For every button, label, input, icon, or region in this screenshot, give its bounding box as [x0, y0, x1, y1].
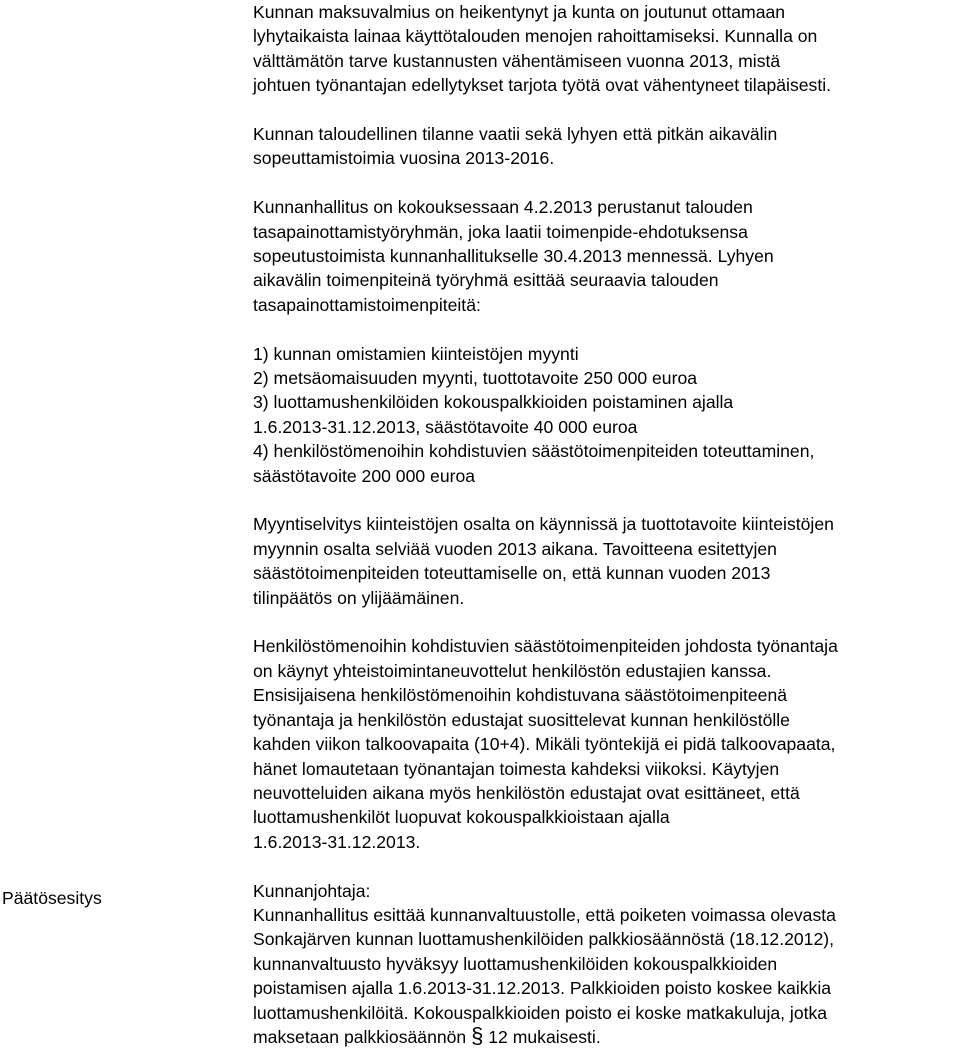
list-item: 3) luottamushenkilöiden kokouspalkkioiden poistaminen ajalla — [253, 392, 734, 413]
decision-author: Kunnanjohtaja: — [253, 880, 371, 901]
text-line: on käynyt yhteistoimintaneuvottelut henkilöstön edustajien kanssa. — [253, 660, 772, 681]
text-line: säästötoimenpiteiden toteuttamiselle on, että kunnan vuoden 2013 — [253, 563, 771, 584]
text-line: kahden viikon talkoovapaita (10+4). Mikäli työntekijä ei pidä talkoovapaata, — [253, 734, 836, 755]
decision-side-label: Päätösesitys — [2, 888, 102, 908]
text-line: poistamisen ajalla 1.6.2013-31.12.2013. Palkkioiden poisto koskee kaikkia — [253, 978, 832, 999]
text-line: Kunnan maksuvalmius on heikentynyt ja kunta on joutunut ottamaan — [253, 2, 786, 22]
text-line: työnantaja ja henkilöstön edustajat suosittelevat kunnan henkilöstölle — [253, 709, 790, 730]
text-line: myynnin osalta selviää vuoden 2013 aikana. Tavoitteena esitettyjen — [253, 538, 777, 559]
list-item: 1.6.2013-31.12.2013, säästötavoite 40 000 euroa — [253, 416, 638, 437]
paragraph-financial-situation — [253, 122, 953, 171]
text-line: sopeutustoimista kunnanhallitukselle 30.4.2013 mennessä. Lyhyen — [253, 246, 774, 267]
text-line: neuvotteluiden aikana myös henkilöstön edustajat ovat esittäneet, että — [253, 782, 800, 803]
list-item: säästötavoite 200 000 euroa — [253, 465, 476, 486]
paragraph-sales-survey — [253, 512, 953, 610]
text-line: Kunnanhallitus esittää kunnanvaltuustolle, että poiketen voimassa olevasta — [253, 904, 836, 925]
text-line: sopeuttamistoimia vuosina 2013-2016. — [253, 148, 555, 169]
paragraph-working-group — [253, 195, 953, 317]
text-line: kunnanvaltuusto hyväksyy luottamushenkilöiden kokouspalkkioiden — [253, 953, 778, 974]
text-line: Myyntiselvitys kiinteistöjen osalta on käynnissä ja tuottotavoite kiinteistöjen — [253, 514, 834, 535]
text-line: Kunnanhallitus on kokouksessaan 4.2.2013 perustanut talouden — [253, 197, 753, 218]
text-fragment: 12 mukaisesti. — [488, 1026, 601, 1047]
text-line: tasapainottamistoimenpiteitä: — [253, 294, 481, 315]
text-line: Ensisijaisena henkilöstömenoihin kohdistuvana säästötoimenpiteenä — [253, 685, 788, 706]
text-line: tasapainottamistyöryhmän, joka laatii toimenpide-ehdotuksensa — [253, 221, 748, 242]
list-item: 1) kunnan omistamien kiinteistöjen myynti — [253, 343, 579, 364]
paragraph-liquidity — [253, 0, 953, 98]
text-line: Sonkajärven kunnan luottamushenkilöiden palkkiosäännöstä (18.12.2012), — [253, 929, 834, 950]
text-line: aikavälin toimenpiteinä työryhmä esittää seuraavia talouden — [253, 270, 719, 291]
text-line: välttämätön tarve kustannusten vähentämiseen vuonna 2013, mistä — [253, 50, 781, 71]
measures-list — [253, 342, 953, 488]
text-line: lyhytaikaista lainaa käyttötalouden menojen rahoittamiseksi. Kunnalla on — [253, 26, 818, 47]
text-line: 1.6.2013-31.12.2013. — [253, 831, 421, 852]
document-body — [253, 0, 953, 1049]
paragraph-personnel-savings — [253, 634, 953, 854]
text-line: johtuen työnantajan edellytykset tarjota työtä ovat vähentyneet tilapäisesti. — [253, 75, 832, 96]
list-item: 4) henkilöstömenoihin kohdistuvien säästötoimenpiteiden toteuttaminen, — [253, 441, 815, 462]
section-symbol: § — [471, 1022, 484, 1048]
text-line: tilinpäätös on ylijäämäinen. — [253, 587, 465, 608]
text-fragment: maksetaan palkkiosäännön — [253, 1026, 467, 1047]
text-line: luottamushenkilöt luopuvat kokouspalkkioistaan ajalla — [253, 807, 670, 828]
list-item: 2) metsäomaisuuden myynti, tuottotavoite 250 000 euroa — [253, 368, 698, 389]
text-line: hänet lomautetaan työnantajan toimesta kahdeksi viikoksi. Käytyjen — [253, 758, 780, 779]
text-line: Henkilöstömenoihin kohdistuvien säästötoimenpiteiden johdosta työnantaja — [253, 636, 838, 657]
text-line-last — [253, 1022, 953, 1049]
text-line: luottamushenkilöitä. Kokouspalkkioiden poisto ei koske matkakuluja, jotka — [253, 1002, 828, 1023]
text-line: Kunnan taloudellinen tilanne vaatii sekä lyhyen että pitkän aikavälin — [253, 124, 778, 145]
decision-proposal — [253, 879, 953, 1050]
